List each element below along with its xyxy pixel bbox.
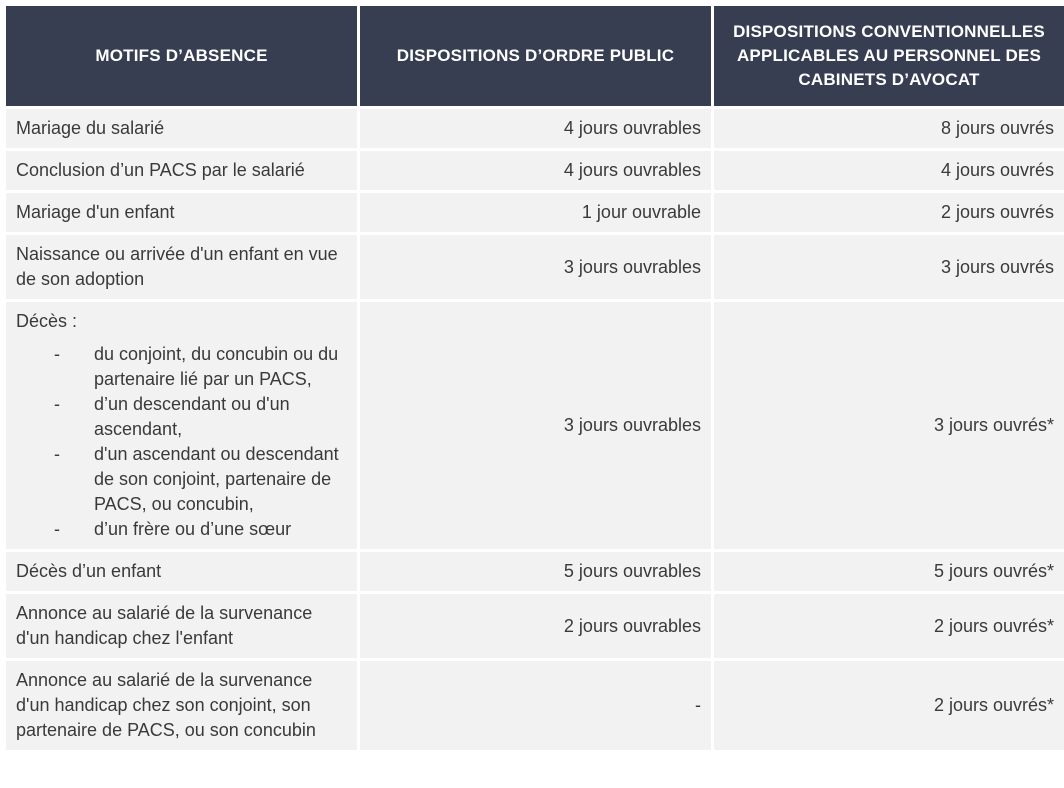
list-item	[16, 392, 347, 442]
conventionnel-cell: 5 jours ouvrés*	[714, 552, 1064, 591]
ordre-public-cell: 4 jours ouvrables	[360, 109, 711, 148]
header-motifs: MOTIFS D’ABSENCE	[6, 6, 357, 106]
list-item-text: du conjoint, du concubin ou du partenaire lié par un PACS,	[94, 344, 339, 389]
conventionnel-cell: 3 jours ouvrés*	[714, 302, 1064, 549]
motif-cell: Annonce au salarié de la survenance d'un handicap chez l'enfant	[6, 594, 357, 658]
table-row	[6, 109, 1064, 148]
header-row	[6, 6, 1064, 106]
ordre-public-cell: 5 jours ouvrables	[360, 552, 711, 591]
table-row	[6, 193, 1064, 232]
ordre-public-cell: 1 jour ouvrable	[360, 193, 711, 232]
ordre-public-cell: 2 jours ouvrables	[360, 594, 711, 658]
list-item-text: d'un ascendant ou descendant de son conjoint, partenaire de PACS, ou concubin,	[94, 444, 339, 514]
table-row	[6, 235, 1064, 299]
conventionnel-cell: 2 jours ouvrés*	[714, 661, 1064, 750]
conventionnel-cell: 3 jours ouvrés	[714, 235, 1064, 299]
motif-cell: Conclusion d’un PACS par le salarié	[6, 151, 357, 190]
dash-bullet: -	[54, 394, 60, 414]
conventionnel-cell: 2 jours ouvrés*	[714, 594, 1064, 658]
deces-list	[16, 342, 347, 542]
conventionnel-cell: 4 jours ouvrés	[714, 151, 1064, 190]
motif-cell: Mariage du salarié	[6, 109, 357, 148]
absence-table	[3, 3, 1064, 753]
list-item-text: d’un descendant ou d'un ascendant,	[94, 394, 290, 439]
list-item	[16, 442, 347, 517]
ordre-public-cell: 3 jours ouvrables	[360, 302, 711, 549]
table-row	[6, 661, 1064, 750]
ordre-public-cell: 4 jours ouvrables	[360, 151, 711, 190]
motif-cell: Mariage d'un enfant	[6, 193, 357, 232]
table-row	[6, 594, 1064, 658]
motif-cell: Annonce au salarié de la survenance d'un handicap chez son conjoint, son partenaire de PACS, ou son concubin	[6, 661, 357, 750]
list-item	[16, 517, 347, 542]
header-ordre-public: DISPOSITIONS D’ORDRE PUBLIC	[360, 6, 711, 106]
motif-cell: Naissance ou arrivée d'un enfant en vue de son adoption	[6, 235, 357, 299]
ordre-public-cell: 3 jours ouvrables	[360, 235, 711, 299]
table-row	[6, 151, 1064, 190]
motif-cell: Décès d’un enfant	[6, 552, 357, 591]
table-row	[6, 302, 1064, 549]
dash-bullet: -	[54, 444, 60, 464]
conventionnel-cell: 8 jours ouvrés	[714, 109, 1064, 148]
dash-bullet: -	[54, 519, 60, 539]
dash-bullet: -	[54, 344, 60, 364]
ordre-public-cell: -	[360, 661, 711, 750]
table-row	[6, 552, 1064, 591]
motif-cell	[6, 302, 357, 549]
header-conventionnelles: DISPOSITIONS CONVENTIONNELLES APPLICABLES AU PERSONNEL DES CABINETS D’AVOCAT	[714, 6, 1064, 106]
conventionnel-cell: 2 jours ouvrés	[714, 193, 1064, 232]
list-item	[16, 342, 347, 392]
deces-intro: Décès :	[16, 311, 78, 331]
list-item-text: d’un frère ou d’une sœur	[94, 519, 292, 539]
